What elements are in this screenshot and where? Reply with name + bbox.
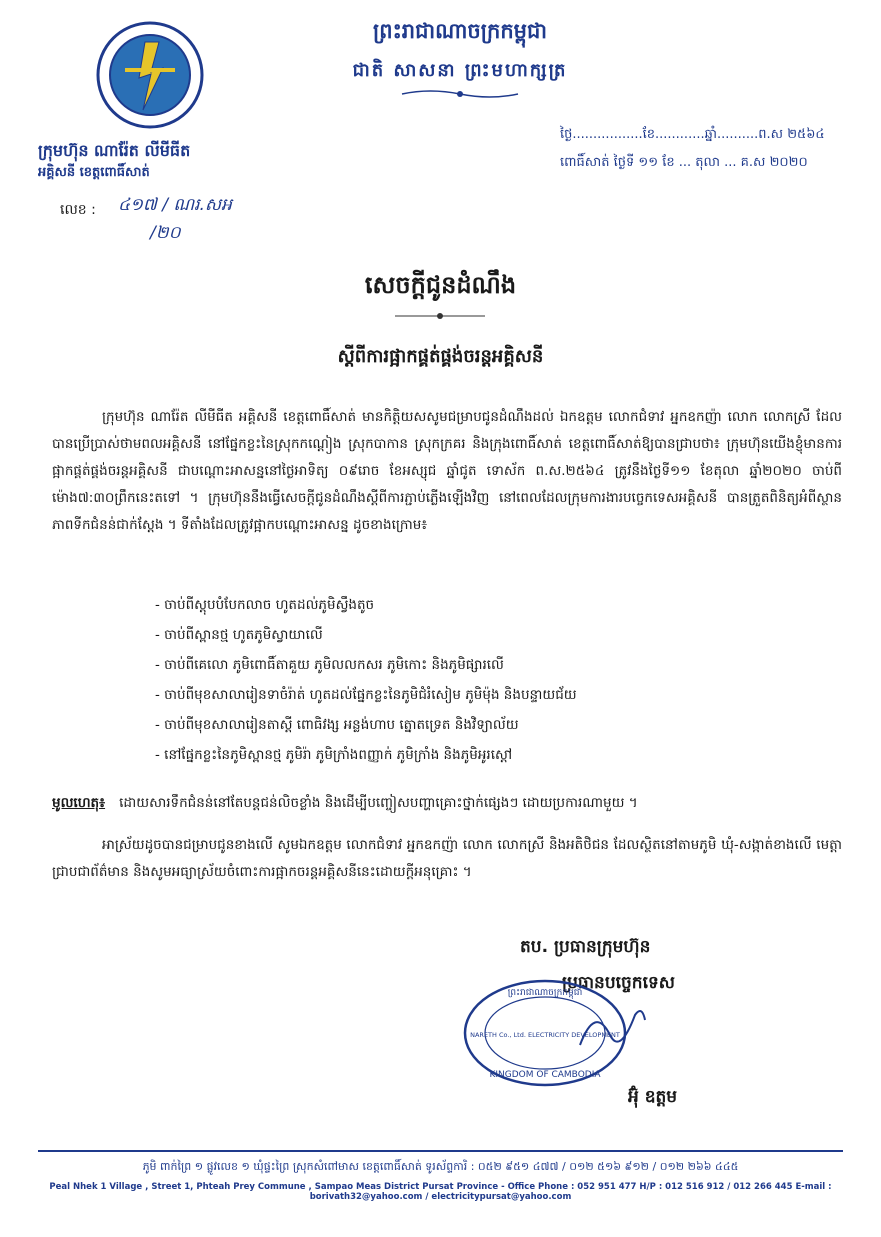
ref-number: ៤១៧ / ណរ.សអ bbox=[118, 195, 232, 215]
stamp-bottom-text: KINGDOM OF CAMBODIA bbox=[489, 1070, 601, 1080]
list-item: - ចាប់ពីគេលោ ភូមិពោធិ៍តាគួយ ភូមិលលកសរ ភូមិកោះ និងភូមិផ្សារលើ bbox=[155, 650, 835, 680]
footer-rule bbox=[38, 1150, 843, 1152]
body-paragraph-1: ក្រុមហ៊ុន ណារ៉ែត លីមីធីត អគ្គិសនី ខេត្តពោធិ៍សាត់ មានកិត្តិយសសូមជម្រាបជូនដំណឹងដល់ ឯកឧត្តម លោកជំទាវ អ្នកឧកញ៉ា លោក លោកស្រី ដែលបានប្រើប្រាស់ថាមពលអគ្គិសនី នៅផ្នែកខ្លះនៃស្រុកកណ្តៀង ស្រុកបាកាន ស្រុកក្រគរ និងក្រុងពោធិ៍សាត់ ខេត្តពោធិ៍សាត់ឱ្យបានជ្រាបថា៖ ក្រុមហ៊ុនយើងខ្ញុំមានការផ្អាកផ្គត់ផ្គង់ចរន្តអគ្គិសនី ជាបណ្តោះអាសន្ននៅថ្ងៃអាទិត្យ ០៩រោច ខែអស្សុជ ឆ្នាំជូត ទោស័ក ព.ស.២៥៦៤ ត្រូវនឹងថ្ងៃទី១១ ខែតុលា ឆ្នាំ២០២០ ចាប់ពីម៉ោង៧:៣០ព្រឹកនេះតទៅ ។ ក្រុមហ៊ុននឹងធ្វើសេចក្តីជូនដំណឹងស្តីពីការភ្ជាប់ភ្លើងឡើងវិញ នៅពេលដែលក្រុមការងារបច្ចេកទេសអគ្គិសនី បានត្រួតពិនិត្យអំពីស្ថានភាពទីកជំនន់ជាក់ស្តែង ។ ទីតាំងដែលត្រូវផ្អាកបណ្តោះអាសន្ន ដូចខាងក្រោម៖ bbox=[52, 409, 842, 533]
list-item: - ចាប់ពីមុខសាលារៀនតាស្តី ពោធិវង្ស អន្លង់ហាប ត្នោតទ្រេត និងវិទ្យាល័យ bbox=[155, 710, 835, 740]
date-lunar: ថ្ងៃ.................ខែ............ឆ្នាំ..........ព.ស ២៥៦៤ bbox=[560, 127, 825, 142]
signature-scribble bbox=[580, 1011, 645, 1045]
list-item: - ចាប់ពីមុខសាលារៀនទាចំរ៉ាត់ ហូតដល់ផ្នែកខ្លះនៃភូមិជំរំសៀម ភូមិម៉ុង និងបន្ទាយជ័យ bbox=[155, 680, 835, 710]
reason-label: មូលហេតុ៖ bbox=[52, 795, 106, 811]
signatory-name: អ៊ុំ ឧត្តម bbox=[628, 1087, 678, 1107]
reason-line bbox=[52, 794, 842, 814]
kingdom-heading: ព្រះរាជាណាចក្រកម្ពុជា bbox=[372, 19, 547, 43]
title-divider bbox=[395, 312, 485, 320]
national-motto: ជាតិ សាសនា ព្រះមហាក្សត្រ bbox=[352, 60, 568, 81]
body-paragraph-2: អាស្រ័យដូចបានជម្រាបជូនខាងលើ សូមឯកឧត្តម លោកជំទាវ អ្នកឧកញ៉ា លោក លោកស្រី និងអតិថិជន ដែលស្ថិតនៅតាមភូមិ ឃុំ-សង្កាត់ខាងលើ មេត្តាជ្រាបជាព័ត៌មាន និងសូមអធ្យាស្រ័យចំពោះការផ្អាកចរន្តអគ្គិសនីនេះដោយក្តីអនុគ្រោះ ។ bbox=[52, 837, 842, 880]
list-item: - ចាប់ពីស្ពានថ្ម ហូតភូមិស្វាយាលើ bbox=[155, 620, 835, 650]
signature-position: ប្រធានបច្ចេកទេស bbox=[562, 973, 675, 993]
official-stamp bbox=[460, 975, 650, 1090]
reason-text: ដោយសារទឹកជំនន់នៅតែបន្តជន់លិចខ្លាំង និងដើម្បីបញ្ចៀសបញ្ហាគ្រោះថ្នាក់ផ្សេងៗ ដោយប្រការណាមួយ ។ bbox=[119, 795, 638, 811]
document-subject: ស្តីពីការផ្អាកផ្គត់ផ្គង់ចរន្តអគ្គិសនី bbox=[337, 346, 544, 367]
signature-title: តប. ប្រធានក្រុមហ៊ុន bbox=[520, 937, 651, 957]
stamp-top-text: ព្រះរាជាណាចក្រកម្ពុជា bbox=[507, 988, 583, 998]
footer-english: Peal Nhek 1 Village , Street 1, Phteah Prey Commune , Sampao Meas District Pursat Province - Office Phone : 052 951 477 H/P : 012 516 912 / 012 266 445 E-mail : borivath32@yahoo.com / electricitypursat@yahoo.com bbox=[49, 1182, 832, 1202]
location-list bbox=[155, 590, 835, 770]
stamp-center-text: NARETH Co., Ltd. ELECTRICITY DEVELOPMENT bbox=[470, 1031, 620, 1039]
footer-khmer: ភូមិ ពាក់ព្រៃ ១ ផ្លូវលេខ ១ ឃុំផ្ទះព្រៃ ស្រុកសំពៅមាស ខេត្តពោធិ៍សាត់ ទូរស័ព្ទការិ : ០៥២ ៩៥១ ៤៧៧ / ០១២ ៥១៦ ៩១២ / ០១២ ២៦៦ ៤៤៥ bbox=[142, 1160, 739, 1173]
ref-label: លេខ : bbox=[60, 202, 96, 218]
document-title: សេចក្តីជូនដំណឹង bbox=[364, 271, 517, 299]
list-item: - ចាប់ពីស្តុបបំបែកលាច ហូតដល់ភូមិស្វឹងតូច bbox=[155, 590, 835, 620]
date-solar: ពោធិ៍សាត់ ថ្ងៃទី ១១ ខែ ... តុលា ... គ.ស ២០២០ bbox=[560, 155, 808, 170]
company-name: ក្រុមហ៊ុន ណារ៉ែត លីមីធីត bbox=[38, 141, 191, 160]
ornament-divider bbox=[400, 88, 520, 100]
company-subtitle: អគ្គិសនី ខេត្តពោធិ៍សាត់ bbox=[38, 165, 150, 180]
list-item: - នៅផ្នែកខ្លះនៃភូមិស្ពានថ្ម ភូមិរ៉ា ភូមិក្រាំងពញ្ញាក់ ភូមិក្រាំង និងភូមិអូរស្តៅ bbox=[155, 740, 835, 770]
ref-year: /២០ bbox=[150, 223, 181, 243]
company-logo bbox=[95, 20, 205, 130]
